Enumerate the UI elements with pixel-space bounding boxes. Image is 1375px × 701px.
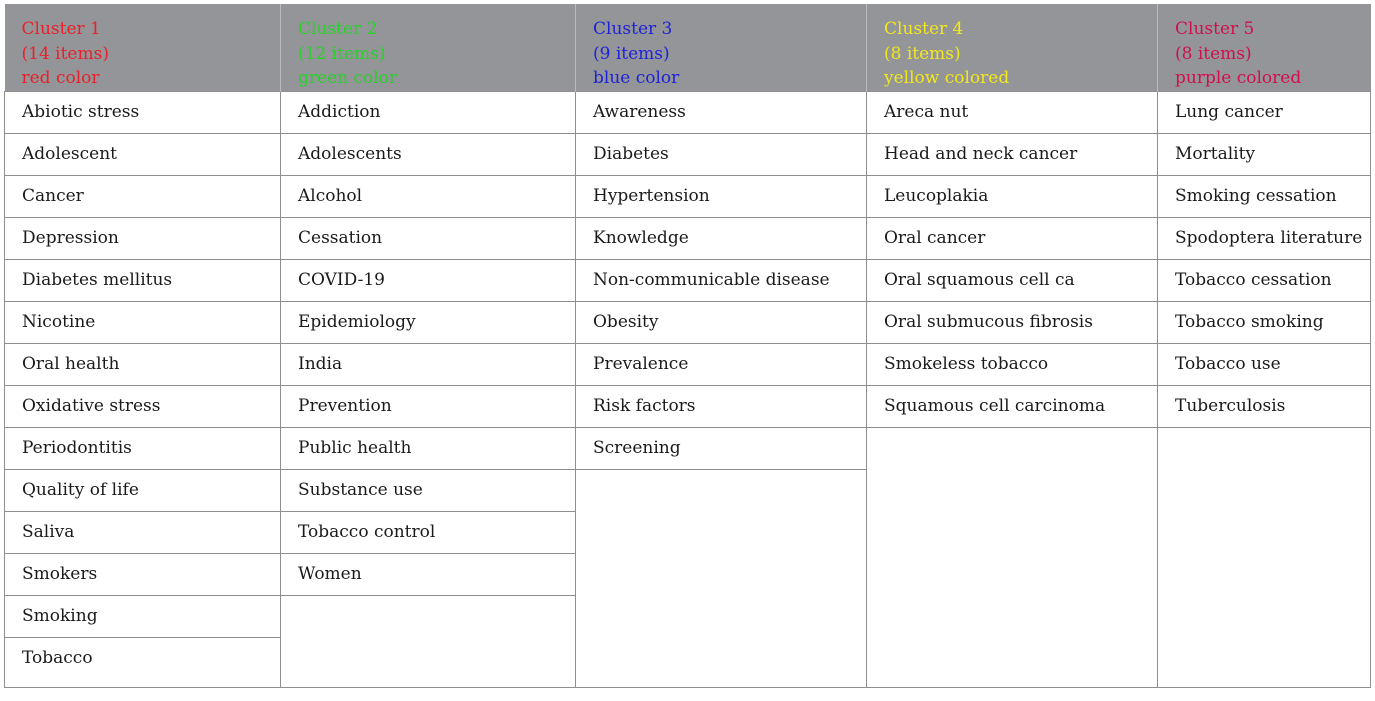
keyword-cell: Prevention xyxy=(281,386,575,428)
keyword-cell: Epidemiology xyxy=(281,302,575,344)
cluster-color-label: blue color xyxy=(593,68,680,88)
keyword-cell: Diabetes xyxy=(576,134,866,176)
keyword-cell: Abiotic stress xyxy=(5,92,280,134)
table-body xyxy=(5,91,1371,687)
keyword-cell: Non-communicable disease xyxy=(576,260,866,302)
keyword-cell: Obesity xyxy=(576,302,866,344)
keyword-cell: Adolescent xyxy=(5,134,280,176)
keyword-cell: Knowledge xyxy=(576,218,866,260)
table-header xyxy=(5,4,1371,91)
cluster-3-items xyxy=(576,91,867,687)
keyword-cell: Depression xyxy=(5,218,280,260)
cluster-count: (14 items) xyxy=(21,43,109,64)
cluster-4-header xyxy=(867,4,1158,91)
keyword-cell: Women xyxy=(281,554,575,596)
keyword-cell: Smoking xyxy=(5,596,280,638)
keyword-cell: Oral health xyxy=(5,344,280,386)
keyword-cell: Tuberculosis xyxy=(1158,386,1370,428)
keyword-cell: Mortality xyxy=(1158,134,1370,176)
cluster-1-items xyxy=(5,91,281,687)
cluster-color-label: red color xyxy=(21,68,100,88)
keyword-cell: Squamous cell carcinoma xyxy=(867,386,1157,428)
cluster-2-items xyxy=(281,91,576,687)
keyword-cell: Periodontitis xyxy=(5,428,280,470)
cluster-count: (8 items) xyxy=(884,43,961,64)
body-row xyxy=(5,91,1371,687)
keyword-cell: Addiction xyxy=(281,92,575,134)
cluster-color-label: purple colored xyxy=(1175,68,1302,88)
keyword-cell: Smoking cessation xyxy=(1158,176,1370,218)
keyword-cell: Spodoptera literature xyxy=(1158,218,1370,260)
cluster-name: Cluster 3 xyxy=(593,19,673,39)
keyword-cell: Areca nut xyxy=(867,92,1157,134)
keyword-cell: COVID-19 xyxy=(281,260,575,302)
keyword-cell: Nicotine xyxy=(5,302,280,344)
keyword-cell: Oral cancer xyxy=(867,218,1157,260)
keyword-cell: Tobacco use xyxy=(1158,344,1370,386)
keyword-cell: Tobacco xyxy=(22,647,93,668)
keyword-cell: Cessation xyxy=(281,218,575,260)
cluster-4-items xyxy=(867,91,1158,687)
keyword-cell: Oral squamous cell ca xyxy=(867,260,1157,302)
keyword-cell: Public health xyxy=(281,428,575,470)
cluster-table xyxy=(4,4,1371,688)
keyword-cell: Smokeless tobacco xyxy=(867,344,1157,386)
header-row xyxy=(5,4,1371,91)
cluster-5-items xyxy=(1158,91,1371,687)
cluster-name: Cluster 1 xyxy=(21,19,101,39)
keyword-cell: Saliva xyxy=(5,512,280,554)
keyword-cell: Oral submucous fibrosis xyxy=(867,302,1157,344)
keyword-cell: Tobacco cessation xyxy=(1158,260,1370,302)
cluster-count: (12 items) xyxy=(298,43,386,64)
keyword-cell: Lung cancer xyxy=(1158,92,1370,134)
cluster-count: (8 items) xyxy=(1175,43,1252,64)
keyword-cell: Hypertension xyxy=(576,176,866,218)
keyword-cell: Diabetes mellitus xyxy=(5,260,280,302)
cluster-1-header xyxy=(5,4,281,91)
keyword-cell: Adolescents xyxy=(281,134,575,176)
keyword-cell: Awareness xyxy=(576,92,866,134)
cluster-name: Cluster 2 xyxy=(298,19,378,39)
cluster-5-header xyxy=(1158,4,1371,91)
cluster-2-header xyxy=(281,4,576,91)
keyword-cell: Screening xyxy=(576,428,866,470)
cluster-name: Cluster 4 xyxy=(884,19,964,39)
keyword-cell: Leucoplakia xyxy=(867,176,1157,218)
cluster-color-label: yellow colored xyxy=(884,68,1010,88)
keyword-cell: Tobacco smoking xyxy=(1158,302,1370,344)
keyword-cell: Substance use xyxy=(281,470,575,512)
cluster-count: (9 items) xyxy=(593,43,670,64)
keyword-cell: Cancer xyxy=(5,176,280,218)
keyword-cell: Alcohol xyxy=(281,176,575,218)
cluster-3-header xyxy=(576,4,867,91)
keyword-cell: Prevalence xyxy=(576,344,866,386)
keyword-cell: Tobacco control xyxy=(281,512,575,554)
keyword-cell: India xyxy=(281,344,575,386)
keyword-cell: Quality of life xyxy=(5,470,280,512)
cluster-name: Cluster 5 xyxy=(1175,19,1255,39)
cluster-color-label: green color xyxy=(298,68,398,88)
keyword-cell: Risk factors xyxy=(576,386,866,428)
keyword-cell: Smokers xyxy=(5,554,280,596)
keyword-cell: Head and neck cancer xyxy=(867,134,1157,176)
keyword-cell: Oxidative stress xyxy=(5,386,280,428)
